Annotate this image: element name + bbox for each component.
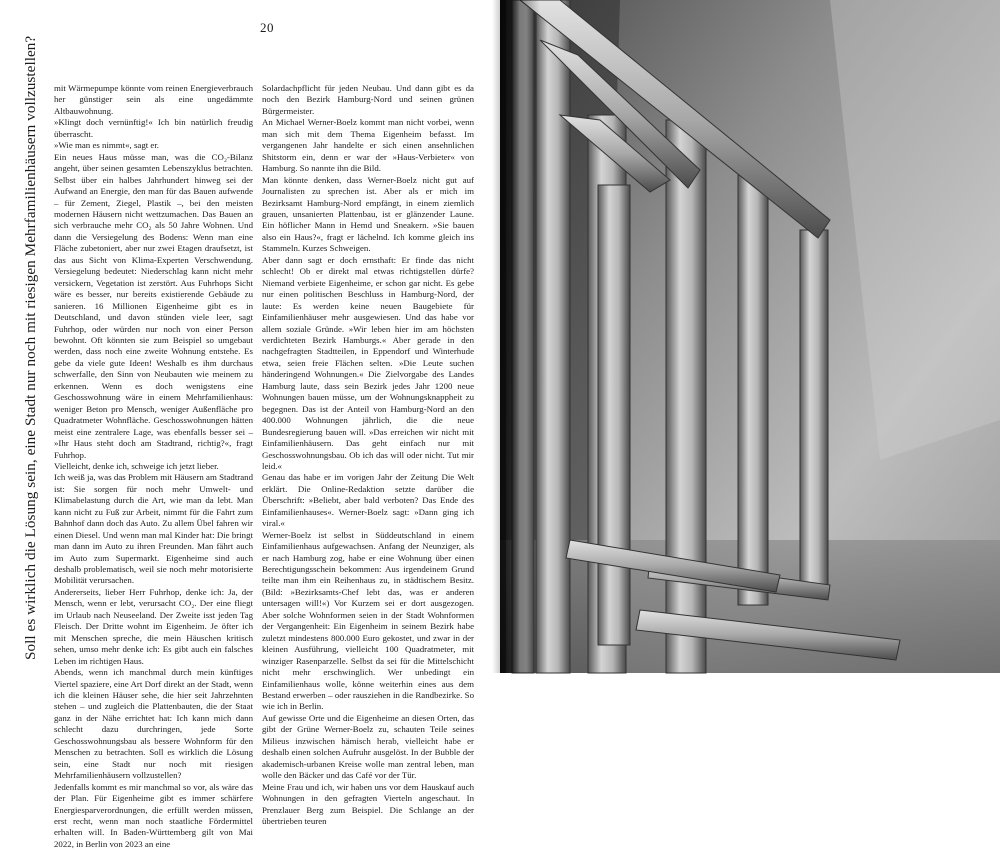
- paragraph: »Klingt doch vernünftig!« Ich bin natürlich freudig überrascht.: [54, 117, 253, 139]
- paragraph: Ein neues Haus müsse man, was die CO₂-Bilanz angeht, über seinen gesamten Lebenszyklus betrachten. Selbst über ein halbes Jahrhundert hinweg sei der Aufwand an Energie, den man für das Bauen aufwende – für Zement, Ziegel, Plastik –, bei den meisten modernen Häusern nicht wettzumachen. Das Bauen an sich verbrauche mehr CO₂ als 50 Jahre Wohnen. Und dann die Versiegelung des Bodens: Wenn man eine Fläche zubetoniert, aber nur zwei Etagen draufsetzt, ist das aus Sicht von Klima-Experten Verschwendung. Versiegelung bedeutet: Niederschlag kann nicht mehr versickern, Vegetation ist zerstört. Aus Fuhrhops Sicht wäre es besser, nur bereits existierende Gebäude zu sanieren. 16 Millionen Eigenheime gibt es in Deutschland, und davon stünden viele leer, sagt Fuhrhop, oder würden nur noch von einer Person bewohnt. Oft könnten sie zum Beispiel so umgebaut werden, dass noch eine zweite Wohnung entstehe. Es gebe da viele gute Ideen! Weshalb es ihm durchaus schwerfalle, den Sinn von Neubauten wie meinem zu erkennen. Wenn es doch wenigstens eine Geschosswohnung wäre in einem Mehrfamilienhaus: weniger Beton pro Mensch, weniger Außenfläche pro Quadratmeter Wohnfläche. Geschosswohnungen hätten meist eine zentralere Lage, was ebenfalls besser sei – »Ihr Haus steht doch am Stadtrand, richtig?«, fragt Fuhrhop.: [54, 151, 253, 460]
- paragraph: Man könnte denken, dass Werner-Boelz nicht gut auf Journalisten zu sprechen ist. Aber als er mich im Bezirksamt Hamburg-Nord empfängt, in einem ziemlich grauen, unsanierten Plattenbau, ist er glänzender Laune. Ein höflicher Mann in Hemd und Sneakern. »Sie bauen also ein Haus?«, fragt er lächelnd. Ich komme gleich ins Stammeln. Kurzes Schweigen.: [262, 174, 474, 254]
- paragraph: Ich weiß ja, was das Problem mit Häusern am Stadtrand ist: Sie sorgen für noch mehr Umwelt- und Klimabelastung durch die Art, wie man da lebt. Man kann nicht zu Fuß zur Arbeit, nimmt für die Fahrt zum Bahnhof dann doch das Auto. Zu allem Übel fahren wir einen Diesel. Und wenn man mal Kinder hat: Die bringt man dann im Auto zu ihren Freunden. Man fährt auch im Auto zum Supermarkt. Eigenheime sind auch deshalb problematisch, weil sie noch mehr motorisierte Mobilität verursachen.: [54, 472, 253, 586]
- paragraph: Meine Frau und ich, wir haben uns vor dem Hauskauf auch Wohnungen in den gefragten Vierteln angeschaut. In Prenzlauer Berg zum Beispiel. Die Schlange an der übertrieben teuren: [262, 781, 474, 826]
- page-gutter-shadow: [492, 0, 506, 673]
- text-column-left: [54, 83, 253, 849]
- paragraph: Aber dann sagt er doch ernsthaft: Er finde das nicht schlecht! Ob er direkt mal etwas richtigstellen dürfe? Niemand verbiete Eigenheime, er schon gar nicht. Es gebe nur einen politischen Beschluss in Hamburg-Nord, der laute: Es werden keine neuen Baugebiete für Einfamilienhäuser mehr ausgewiesen. Und das habe vor allem soziale Gründe. »Wir leben hier im am höchsten verdichteten Bezirk Hamburgs.« Aber gerade in den nachgefragten Stadtteilen, in Eppendorf und Winterhude etwa, seien freie Flächen selten. »Die Leute suchen händeringend Wohnungen.« Die Zielvorgabe des Landes Hamburg laute, dass sein Bezirk jedes Jahr 1200 neue Wohnungen bauen müsse, um der Wohnungsknappheit zu begegnen. Das ist der Anteil von Hamburg-Nord an den 400.000 Wohnungen jährlich, die die neue Bundesregierung bauen will. »Das erreichen wir nicht mit Einfamilienhäusern. Das geht einfach nur mit Geschosswohnungsbau. Ob ich das will oder nicht. Tut mir leid.«: [262, 254, 474, 471]
- paragraph: »Wie man es nimmt«, sagt er.: [54, 140, 160, 151]
- paragraph: An Michael Werner-Boelz kommt man nicht vorbei, wenn man sich mit dem Thema Eigenheim befasst. Im vergangenen Jahr handelte er sich einen ansehnlichen Shitstorm ein, denn er war der »Haus-Verbieter« von Hamburg. So nannte ihn die Bild.: [262, 117, 474, 174]
- paragraph: Andererseits, lieber Herr Fuhrhop, denke ich: Ja, der Mensch, wenn er lebt, verursacht CO₂. Der eine fliegt im Urlaub nach Neuseeland. Der Zweite isst jeden Tag Fleisch. Der Dritte wohnt im Eigenheim. Je öfter ich mit Menschen spreche, die mein Häuschen kritisch sehen, umso mehr denke ich: Es gibt auch ein falsches Leben im richtigen Haus.: [54, 586, 253, 666]
- paragraph: Werner-Boelz ist selbst in Süddeutschland in einem Einfamilienhaus aufgewachsen. Anfang der Neunziger, als er nach Hamburg zog, habe er eine Wohnung über einen Berechtigungsschein bekommen: Aus irgendeinem Grund teilte man ihm ein Reihenhaus zu, in städtischem Besitz. (Bild: »Bezirksamts-Chef lebt das, was er anderen untersagen will!«) Vor Kurzem sei er dort ausgezogen. Aber solche Wohnformen seien in der Stadt Wohnformen der Vergangenheit: Ein Eigenheim in seinem Bezirk habe zuletzt mindestens 800.000 Euro gekostet, und zwar in der kleinen Ausführung, vielleicht 100 Quadratmeter, mit winziger Rasenparzelle. Selbst da sei für die Mittelschicht nicht mehr erschwinglich. Wer unbedingt ein Einfamilienhaus wolle, könne weiterhin eines aus dem Bestand erwerben – oder rausziehen in die Randbezirke. So wie ich in Berlin.: [262, 529, 474, 712]
- page-number: 20: [260, 20, 274, 35]
- vertical-pull-quote: Soll es wirklich die Lösung sein, eine Stadt nur noch mit riesigen Mehrfamilienhäusern vollzustellen?: [22, 35, 39, 660]
- text-column-right: [262, 83, 474, 826]
- paragraph: Solardachpflicht für jeden Neubau. Und dann gibt es da noch den Bezirk Hamburg-Nord und seinen grünen Bürgermeister.: [262, 83, 474, 116]
- paragraph: Vielleicht, denke ich, schweige ich jetzt lieber.: [54, 460, 219, 471]
- paragraph: Abends, wenn ich manchmal durch mein künftiges Viertel spaziere, eine Art Dorf direkt an der Stadt, wenn ich die kleinen Häuser sehe, die hier seit Jahrzehnten stehen – und zugleich die Plattenbauten, die der Staat ganz in der Nähe errichtet hat: Ich kann mich dann schlecht dazu durchringen, jede Sorte Geschosswohnungsbau als bessere Wohnform für den Menschen zu betrachten. Soll es wirklich die Lösung sein, eine Stadt nur noch mit riesigen Mehrfamilienhäusern vollzustellen?: [54, 667, 253, 781]
- paragraph: mit Wärmepumpe könnte vom reinen Energieverbrauch her günstiger sein als eine ungedämmte Altbauwohnung.: [54, 83, 253, 116]
- paragraph: Jedenfalls kommt es mir manchmal so vor, als wäre das der Plan. Für Eigenheime gibt es immer schärfere Energiesparverordnungen, die erfüllt werden müssen, erst recht, wenn man noch staatliche Fördermittel erhalten will. In Baden-Württemberg gilt von Mai 2022, in Berlin von 2023 an eine: [54, 781, 253, 849]
- left-text-page: [0, 0, 500, 849]
- paragraph: Genau das habe er im vorigen Jahr der Zeitung Die Welt erklärt. Die Online-Redaktion setzte darüber die Überschrift: »Beliebt, aber bald verboten? Das Ende des Einfamilienhauses«. Werner-Boelz sagt: »Dann ging ich viral.«: [262, 472, 474, 529]
- paragraph: Auf gewisse Orte und die Eigenheime an diesen Orten, das gibt der Grüne Werner-Boelz zu, schauten Teile seines Milieus inzwischen hämisch herab, vielleicht habe er deshalb einen solchen Aufruhr ausgelöst. In der Bubble der akademisch-urbanen Kreise wolle man zentral leben, man wolle den Bäcker und das Café vor der Tür.: [262, 712, 474, 781]
- cardboard-tubes-photo: [500, 0, 1000, 673]
